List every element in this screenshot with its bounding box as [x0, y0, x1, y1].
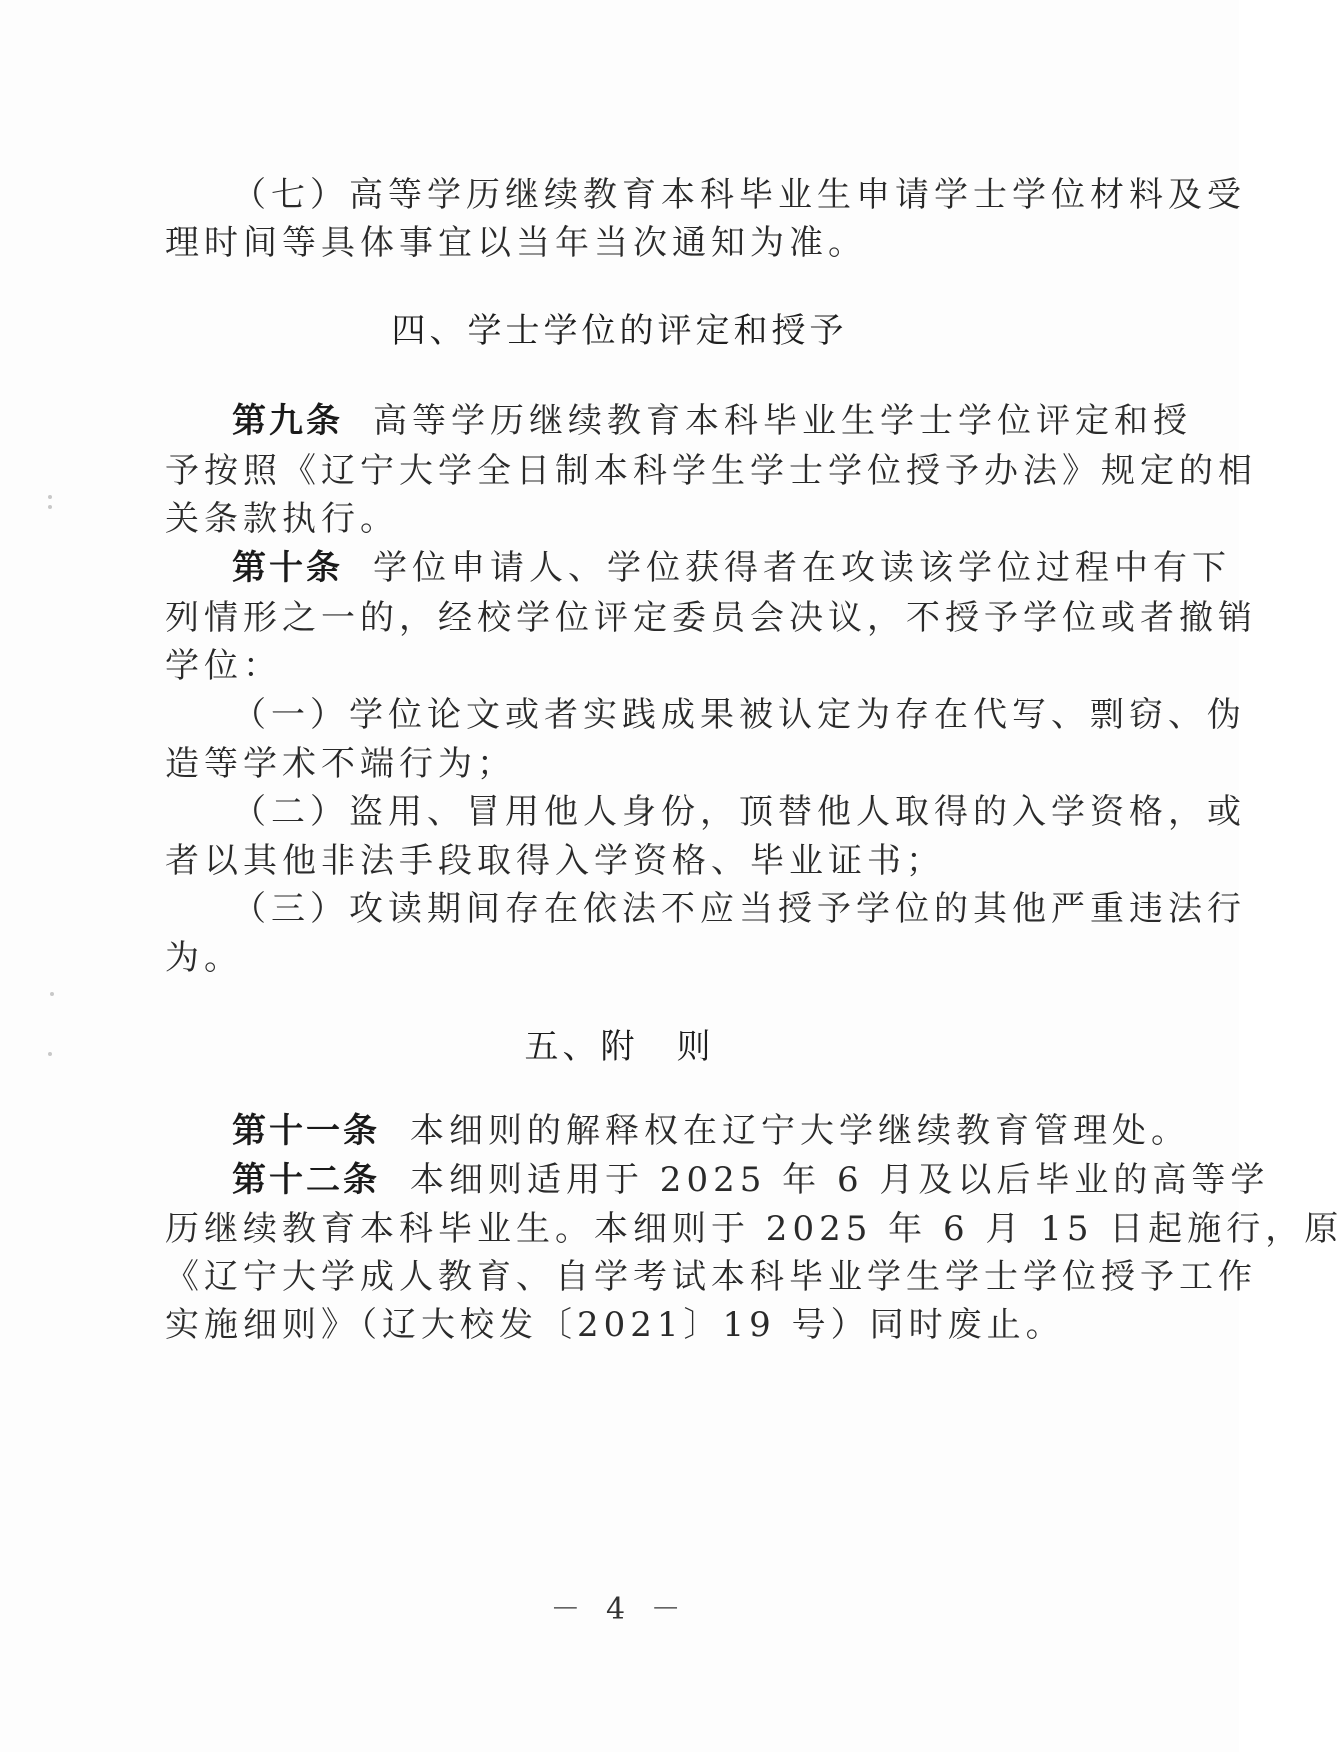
- article9-line3: 关条款执行。: [165, 499, 399, 539]
- item1-line2: 造等学术不端行为；: [165, 744, 516, 784]
- article10-label: 第十条: [232, 548, 343, 588]
- scan-speck: [50, 992, 54, 996]
- article10-line3: 学位：: [165, 646, 282, 686]
- article11-line1: [232, 1106, 1190, 1156]
- article9-line2: 予按照《辽宁大学全日制本科学生学士学位授予办法》规定的相: [165, 451, 1257, 491]
- page-number: － 4 －: [550, 1592, 689, 1627]
- scan-speck: [48, 495, 52, 499]
- item7-line2: 理时间等具体事宜以当年当次通知为准。: [165, 223, 867, 263]
- item1-line1: （一）学位论文或者实践成果被认定为存在代写、剽窃、伪: [232, 695, 1246, 735]
- article10-text: 学位申请人、学位获得者在攻读该学位过程中有下: [373, 548, 1231, 588]
- item3-line1: （三）攻读期间存在依法不应当授予学位的其他严重违法行: [232, 889, 1246, 929]
- section5-heading: 五、附 则: [524, 1027, 715, 1067]
- item2-line1: （二）盗用、冒用他人身份，顶替他人取得的入学资格，或: [232, 792, 1246, 832]
- article12-line2: 历继续教育本科毕业生。本细则于 2025 年 6 月 15 日起施行，原: [165, 1209, 1343, 1249]
- article11-text: 本细则的解释权在辽宁大学继续教育管理处。: [410, 1111, 1190, 1151]
- article12-text: 本细则适用于 2025 年 6 月及以后毕业的高等学: [410, 1160, 1270, 1200]
- item2-line2: 者以其他非法手段取得入学资格、毕业证书；: [165, 841, 945, 881]
- item7-line1: （七）高等学历继续教育本科毕业生申请学士学位材料及受: [232, 175, 1246, 215]
- article10-line2: 列情形之一的，经校学位评定委员会决议，不授予学位或者撤销: [165, 598, 1257, 638]
- article9-label: 第九条: [232, 401, 343, 441]
- article9-text: 高等学历继续教育本科毕业生学士学位评定和授: [373, 401, 1192, 441]
- article10-line1: [232, 543, 1231, 593]
- article12-line1: [232, 1155, 1270, 1205]
- article9-line1: [232, 396, 1192, 446]
- item3-line2: 为。: [165, 938, 243, 978]
- article11-label: 第十一条: [232, 1111, 380, 1151]
- article12-line4: 实施细则》（辽大校发〔2021〕19 号）同时废止。: [165, 1305, 1065, 1345]
- section4-heading: 四、学士学位的评定和授予: [391, 311, 848, 351]
- scan-speck: [48, 505, 52, 509]
- article12-label: 第十二条: [232, 1160, 380, 1200]
- article12-line3: 《辽宁大学成人教育、自学考试本科毕业学生学士学位授予工作: [165, 1257, 1257, 1297]
